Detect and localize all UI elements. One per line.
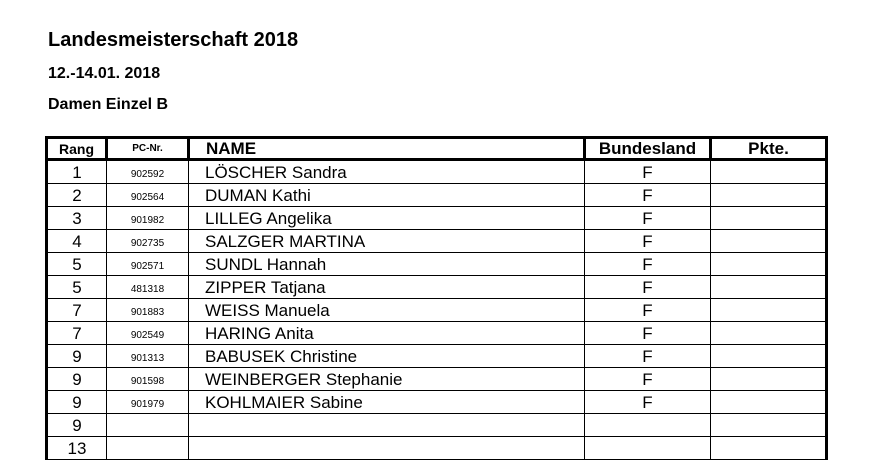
points-cell (711, 391, 827, 414)
pc-nr-cell: 901979 (107, 391, 189, 414)
pc-nr-cell (107, 414, 189, 437)
event-date: 12.-14.01. 2018 (48, 65, 161, 82)
player-name-cell: LÖSCHER Sandra (189, 160, 585, 184)
rank-cell: 4 (47, 230, 107, 253)
bundesland-cell: F (585, 322, 711, 345)
points-cell (711, 230, 827, 253)
bundesland-cell: F (585, 160, 711, 184)
bundesland-cell: F (585, 299, 711, 322)
bundesland-cell: F (585, 253, 711, 276)
bundesland-cell: F (585, 230, 711, 253)
rank-cell: 7 (47, 322, 107, 345)
points-cell (711, 276, 827, 299)
pc-nr-cell: 902735 (107, 230, 189, 253)
bundesland-cell (585, 437, 711, 460)
pc-nr-cell (107, 437, 189, 460)
player-name-cell: KOHLMAIER Sabine (189, 391, 585, 414)
points-cell (711, 322, 827, 345)
pc-nr-cell: 902571 (107, 253, 189, 276)
page-title: Landesmeisterschaft 2018 (48, 29, 299, 51)
pc-nr-cell: 901883 (107, 299, 189, 322)
player-name-cell: WEISS Manuela (189, 299, 585, 322)
rank-cell: 3 (47, 207, 107, 230)
rank-cell: 5 (47, 276, 107, 299)
player-name-cell: ZIPPER Tatjana (189, 276, 585, 299)
event-category: Damen Einzel B (48, 96, 169, 113)
bundesland-cell: F (585, 207, 711, 230)
table-row (47, 230, 827, 253)
column-header-bundesland: Bundesland (585, 138, 711, 160)
points-cell (711, 299, 827, 322)
rank-cell: 2 (47, 184, 107, 207)
rank-cell: 5 (47, 253, 107, 276)
table-row (47, 391, 827, 414)
table-body (47, 160, 827, 460)
table-row (47, 345, 827, 368)
table-row (47, 160, 827, 184)
points-cell (711, 160, 827, 184)
column-header-name: NAME (189, 138, 585, 160)
rank-cell: 13 (47, 437, 107, 460)
pc-nr-cell: 902564 (107, 184, 189, 207)
bundesland-cell (585, 414, 711, 437)
rank-cell: 9 (47, 391, 107, 414)
table-row (47, 299, 827, 322)
table-header-row (47, 138, 827, 160)
points-cell (711, 345, 827, 368)
player-name-cell: DUMAN Kathi (189, 184, 585, 207)
bundesland-cell: F (585, 184, 711, 207)
player-name-cell: WEINBERGER Stephanie (189, 368, 585, 391)
table-row (47, 184, 827, 207)
table-row (47, 368, 827, 391)
bundesland-cell: F (585, 391, 711, 414)
table-row (47, 276, 827, 299)
table-row (47, 414, 827, 437)
rank-cell: 1 (47, 160, 107, 184)
results-table (45, 136, 828, 460)
player-name-cell: LILLEG Angelika (189, 207, 585, 230)
bundesland-cell: F (585, 345, 711, 368)
bundesland-cell: F (585, 368, 711, 391)
points-cell (711, 207, 827, 230)
points-cell (711, 437, 827, 460)
points-cell (711, 253, 827, 276)
points-cell (711, 414, 827, 437)
column-header-pc-nr: PC-Nr. (107, 138, 189, 160)
rank-cell: 9 (47, 414, 107, 437)
column-header-rang: Rang (47, 138, 107, 160)
player-name-cell: SALZGER MARTINA (189, 230, 585, 253)
rank-cell: 9 (47, 368, 107, 391)
pc-nr-cell: 901598 (107, 368, 189, 391)
player-name-cell (189, 437, 585, 460)
pc-nr-cell: 902549 (107, 322, 189, 345)
player-name-cell: HARING Anita (189, 322, 585, 345)
column-header-pkte: Pkte. (711, 138, 827, 160)
points-cell (711, 184, 827, 207)
bundesland-cell: F (585, 276, 711, 299)
player-name-cell (189, 414, 585, 437)
table-row (47, 322, 827, 345)
player-name-cell: SUNDL Hannah (189, 253, 585, 276)
points-cell (711, 368, 827, 391)
table-row (47, 253, 827, 276)
pc-nr-cell: 902592 (107, 160, 189, 184)
table-row (47, 207, 827, 230)
pc-nr-cell: 901982 (107, 207, 189, 230)
pc-nr-cell: 901313 (107, 345, 189, 368)
rank-cell: 9 (47, 345, 107, 368)
pc-nr-cell: 481318 (107, 276, 189, 299)
player-name-cell: BABUSEK Christine (189, 345, 585, 368)
rank-cell: 7 (47, 299, 107, 322)
table-row (47, 437, 827, 460)
